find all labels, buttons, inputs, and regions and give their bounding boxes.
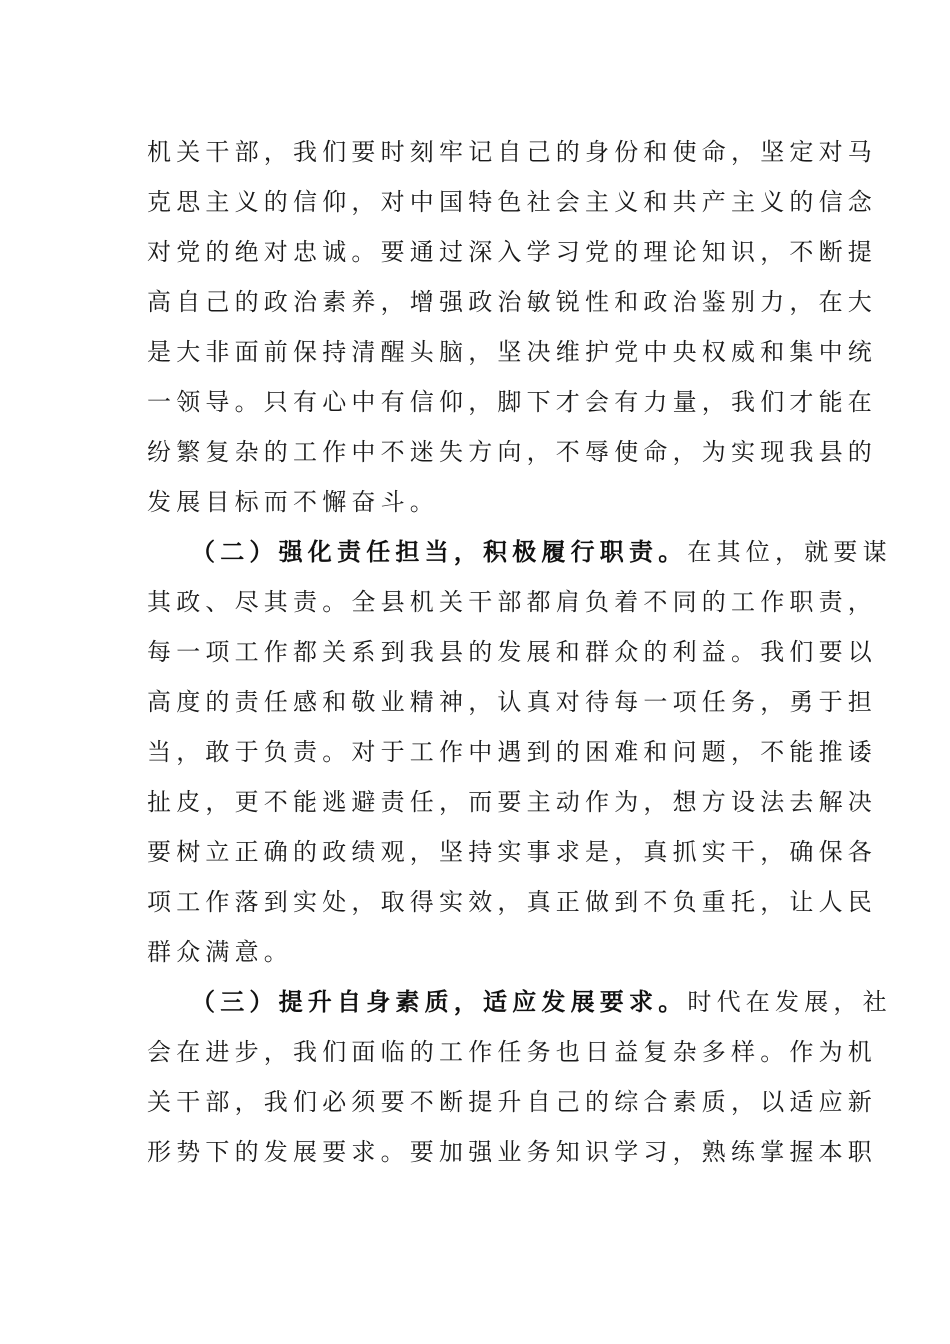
text-line: 高度的责任感和敬业精神，认真对待每一项任务，勇于担 — [147, 688, 877, 716]
text-line: 高自己的政治素养，增强政治敏锐性和政治鉴别力，在大 — [147, 288, 877, 316]
text-line: 扯皮，更不能逃避责任，而要主动作为，想方设法去解决 — [147, 788, 877, 816]
section-heading: （二）强化责任担当，积极履行职责。 — [191, 537, 688, 566]
text-line: 其政、尽其责。全县机关干部都肩负着不同的工作职责， — [147, 588, 877, 616]
text-line: 发展目标而不懈奋斗。 — [147, 488, 439, 516]
section-heading: （三）提升自身素质，适应发展要求。 — [191, 987, 688, 1016]
section-self-improvement — [147, 977, 892, 1177]
text-line: 每一项工作都关系到我县的发展和群众的利益。我们要以 — [147, 638, 877, 666]
document-body — [147, 127, 892, 1177]
text-line: 关干部，我们必须要不断提升自己的综合素质，以适应新 — [147, 1088, 877, 1116]
text-line: 要树立正确的政绩观，坚持实事求是，真抓实干，确保各 — [147, 838, 877, 866]
text-line: 克思主义的信仰，对中国特色社会主义和共产主义的信念 — [147, 188, 877, 216]
text-line: 一领导。只有心中有信仰，脚下才会有力量，我们才能在 — [147, 388, 877, 416]
section-first-line — [147, 977, 892, 1027]
text-line: 群众满意。 — [147, 938, 293, 966]
paragraph-party-loyalty — [147, 127, 877, 527]
section-first-line — [147, 527, 892, 577]
section-lead-text: 在其位，就要谋 — [687, 538, 892, 566]
section-responsibility — [147, 527, 892, 977]
text-line: 对党的绝对忠诚。要通过深入学习党的理论知识，不断提 — [147, 238, 877, 266]
text-line: 机关干部，我们要时刻牢记自己的身份和使命，坚定对马 — [147, 138, 877, 166]
text-line: 纷繁复杂的工作中不迷失方向，不辱使命，为实现我县的 — [147, 438, 877, 466]
text-line: 项工作落到实处，取得实效，真正做到不负重托，让人民 — [147, 888, 877, 916]
text-line: 形势下的发展要求。要加强业务知识学习，熟练掌握本职 — [147, 1138, 877, 1166]
section-lead-text: 时代在发展，社 — [687, 988, 892, 1016]
text-line: 会在进步，我们面临的工作任务也日益复杂多样。作为机 — [147, 1038, 877, 1066]
text-line: 是大非面前保持清醒头脑，坚决维护党中央权威和集中统 — [147, 338, 877, 366]
text-line: 当，敢于负责。对于工作中遇到的困难和问题，不能推诿 — [147, 738, 877, 766]
